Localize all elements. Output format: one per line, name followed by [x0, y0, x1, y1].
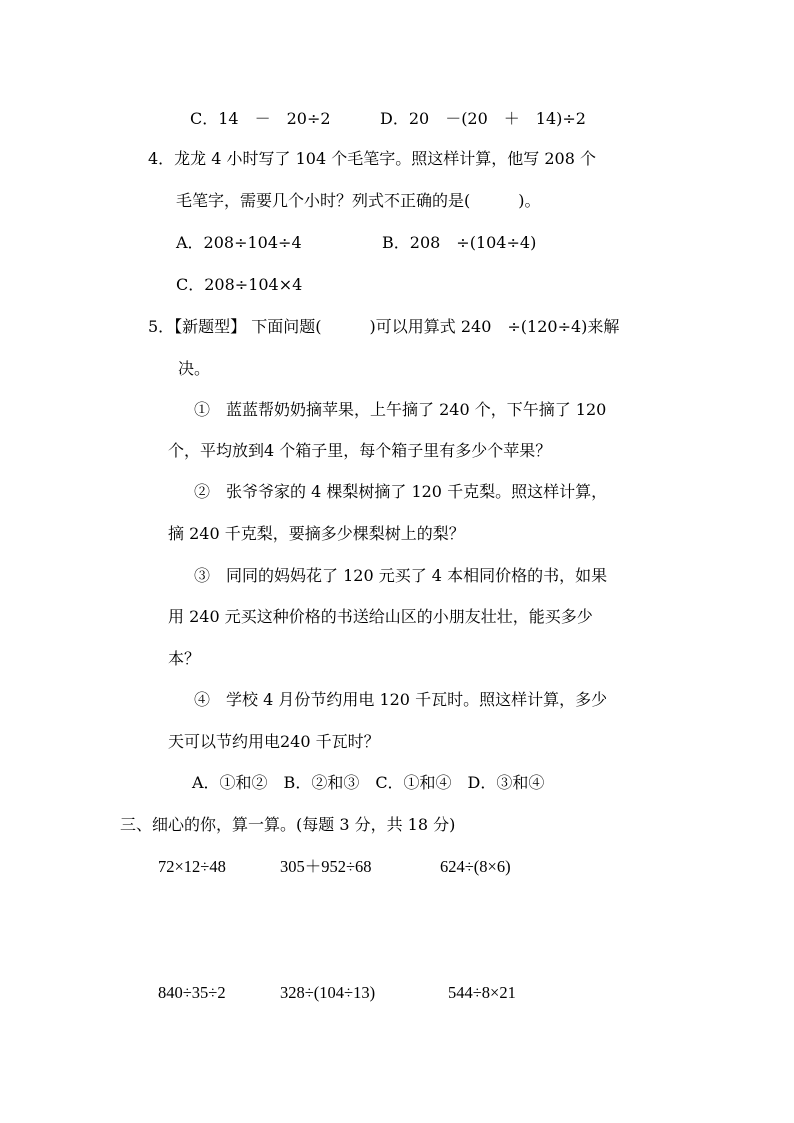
- calc-item: 544÷8×21: [448, 983, 516, 1002]
- q5-stem-line2: 决。: [178, 359, 211, 378]
- calc-item: 624÷(8×6): [440, 857, 511, 876]
- q4-option-c: C．208÷104×4: [176, 275, 303, 294]
- calc-item: 328÷(104÷13): [280, 983, 376, 1002]
- q5-options: A．①和② B．②和③ C．①和④ D．③和④: [192, 773, 545, 792]
- calc-item: 72×12÷48: [158, 857, 226, 876]
- calc-item: 840÷35÷2: [158, 983, 226, 1002]
- q4-option-b: B．208 ÷(104÷4): [382, 233, 537, 252]
- q5-item1-line1: ① 蓝蓝帮奶奶摘苹果，上午摘了 240 个，下午摘了 120: [194, 400, 607, 419]
- q3-option-d: D．20 －(20 ＋ 14)÷2: [380, 109, 586, 128]
- section-3-heading: 三、细心的你，算一算。(每题 3 分，共 18 分): [120, 815, 456, 834]
- q3-option-c: C．14 － 20÷2: [190, 109, 331, 128]
- q5-stem-line1: 5．【新题型】 下面问题( )可以用算式 240 ÷(120÷4)来解: [148, 317, 620, 336]
- calc-item: 305＋952÷68: [280, 857, 372, 876]
- q4-stem-line2: 毛笔字，需要几个小时？列式不正确的是( )。: [176, 191, 541, 210]
- q5-item3-line1: ③ 同同的妈妈花了 120 元买了 4 本相同价格的书，如果: [194, 566, 608, 585]
- q5-item2-line2: 摘 240 千克梨，要摘多少棵梨树上的梨？: [168, 524, 465, 543]
- q5-item2-line1: ② 张爷爷家的 4 棵梨树摘了 120 千克梨。照这样计算，: [194, 482, 608, 501]
- q5-item4-line2: 天可以节约用电240 千瓦时？: [168, 732, 380, 751]
- q5-item4-line1: ④ 学校 4 月份节约用电 120 千瓦时。照这样计算，多少: [194, 690, 608, 709]
- q5-item3-line2: 用 240 元买这种价格的书送给山区的小朋友壮壮，能买多少: [168, 607, 593, 626]
- q4-stem-line1: 4．龙龙 4 小时写了 104 个毛笔字。照这样计算，他写 208 个: [148, 149, 596, 168]
- q4-option-a: A．208÷104÷4: [176, 233, 302, 252]
- q5-item3-line3: 本？: [168, 649, 201, 668]
- q5-item1-line2: 个，平均放到4 个箱子里，每个箱子里有多少个苹果？: [168, 441, 552, 460]
